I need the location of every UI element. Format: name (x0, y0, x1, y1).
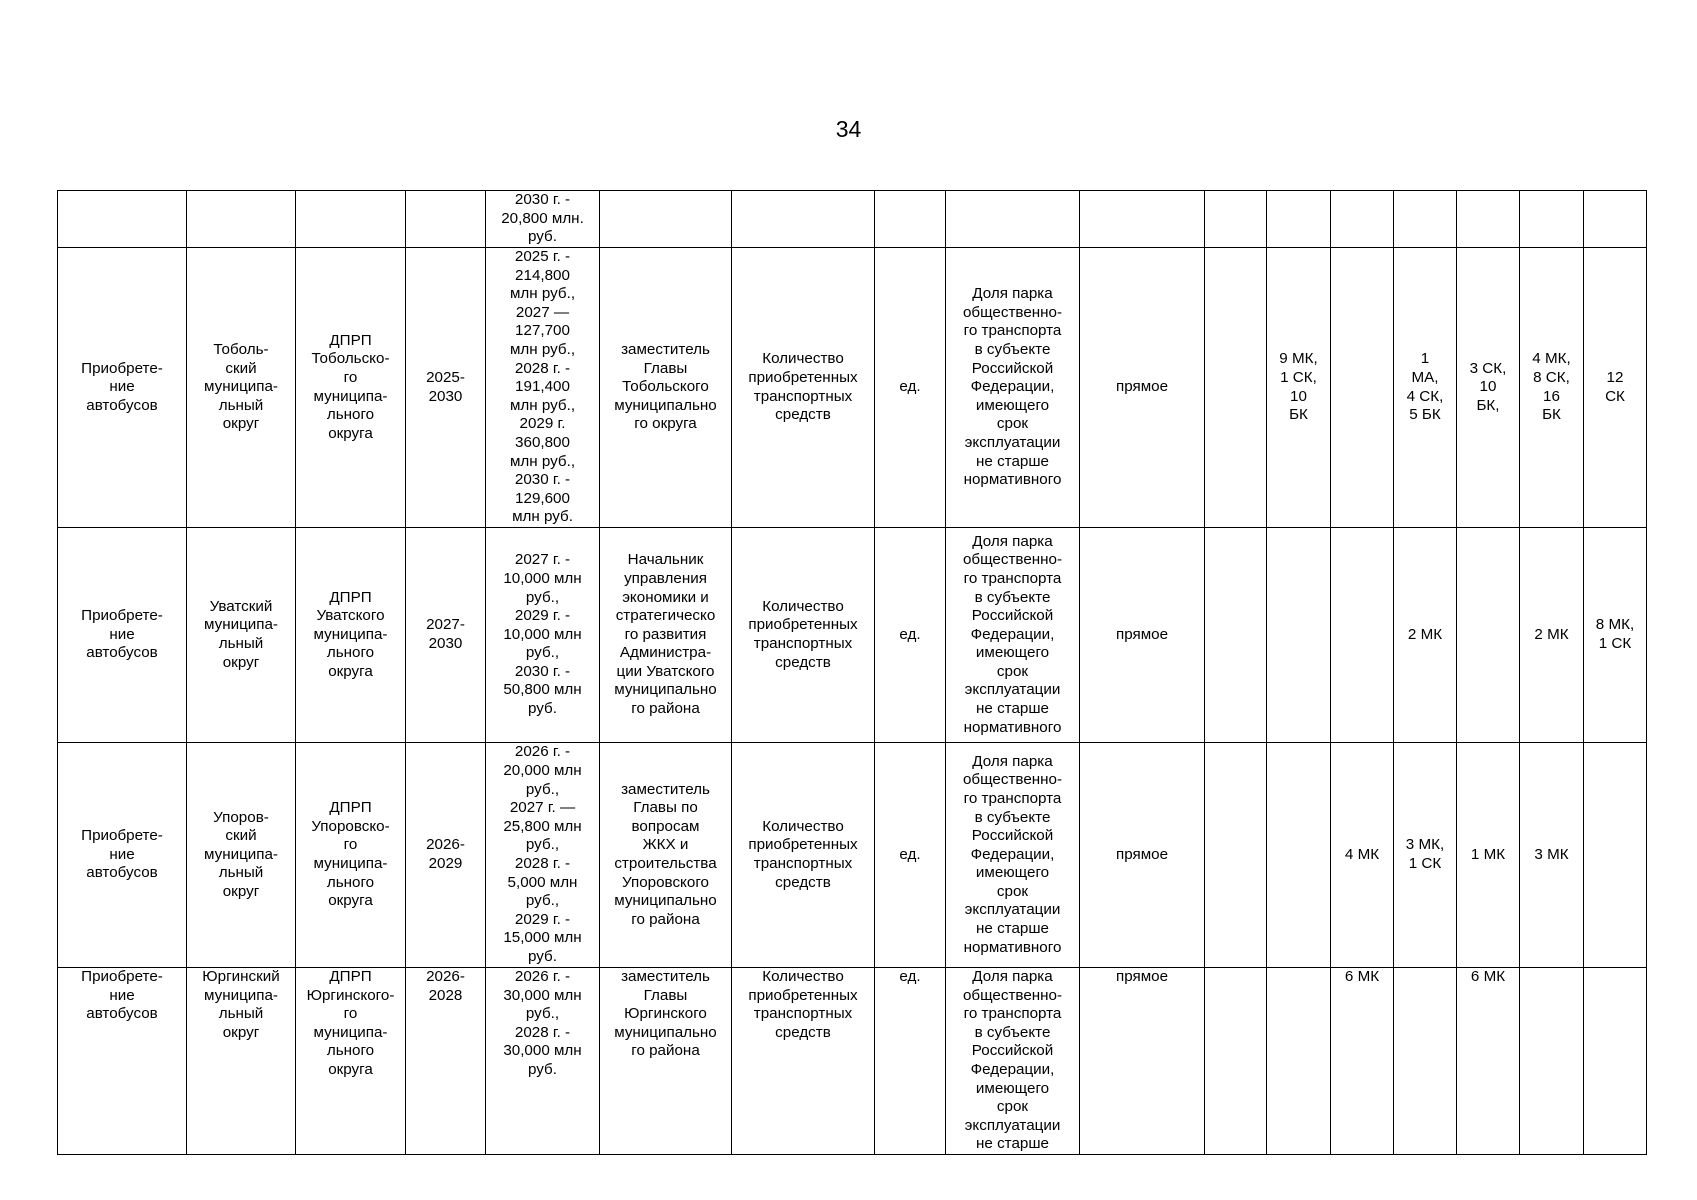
table-cell (1205, 191, 1267, 248)
table-cell: 9 МК, 1 СК, 10 БК (1267, 248, 1331, 528)
table-cell (1205, 528, 1267, 743)
table-cell: ДПРП Тобольско- го муниципа- льного округа (296, 248, 406, 528)
table-cell (1205, 968, 1267, 1155)
table-cell: Уватский муниципа- льный округ (187, 528, 296, 743)
table-cell: 2025 г. - 214,800 млн руб., 2027 — 127,700 млн руб., 2028 г. - 191,400 млн руб., 2029 г. 360,800 млн руб., 2030 г. - 129,600 млн руб. (486, 248, 600, 528)
table-cell: Тоболь- ский муниципа- льный округ (187, 248, 296, 528)
table-cell (1394, 191, 1457, 248)
table-cell: прямое (1080, 968, 1205, 1155)
table-cell (1267, 743, 1331, 968)
table-cell (1457, 528, 1520, 743)
table-cell: ед. (875, 248, 946, 528)
table-cell: 2026 г. - 20,000 млн руб., 2027 г. — 25,800 млн руб., 2028 г. - 5,000 млн руб., 2029 г. - 15,000 млн руб. (486, 743, 600, 968)
table-cell: ед. (875, 743, 946, 968)
table-row (58, 248, 1647, 528)
table-cell: 3 МК, 1 СК (1394, 743, 1457, 968)
table-cell (1584, 968, 1647, 1155)
table-cell: 2027 г. - 10,000 млн руб., 2029 г. - 10,000 млн руб., 2030 г. - 50,800 млн руб. (486, 528, 600, 743)
table-cell: Количество приобретенных транспортных средств (732, 528, 875, 743)
table-cell (1457, 191, 1520, 248)
table-cell: 2027- 2030 (406, 528, 486, 743)
table-cell (1267, 968, 1331, 1155)
table-cell (946, 191, 1080, 248)
table-cell: 2026- 2029 (406, 743, 486, 968)
table-cell: прямое (1080, 743, 1205, 968)
table-cell: 6 МК (1331, 968, 1394, 1155)
table-cell: заместитель Главы Тобольского муниципально го округа (600, 248, 732, 528)
table-cell: заместитель Главы Юргинского муниципально го района (600, 968, 732, 1155)
table-cell: 4 МК (1331, 743, 1394, 968)
table-cell: Начальник управления экономики и стратегическо го развития Администра- ции Уватского муниципально го района (600, 528, 732, 743)
table-row (58, 743, 1647, 968)
table-cell: ед. (875, 528, 946, 743)
table-cell: 8 МК, 1 СК (1584, 528, 1647, 743)
table-row (58, 528, 1647, 743)
table-cell (1584, 743, 1647, 968)
table-cell: 2026- 2028 (406, 968, 486, 1155)
table-cell (1520, 191, 1584, 248)
table-cell: прямое (1080, 248, 1205, 528)
table-cell: Доля парка общественно- го транспорта в субъекте Российской Федерации, имеющего срок эксплуатации не старше нормативного (946, 743, 1080, 968)
table-cell (1205, 248, 1267, 528)
table-cell: 2 МК (1520, 528, 1584, 743)
table-cell (1331, 528, 1394, 743)
table-cell: ДПРП Уватского муниципа- льного округа (296, 528, 406, 743)
table-cell: Приобрете- ние автобусов (58, 528, 187, 743)
table-cell: ДПРП Упоровско- го муниципа- льного округа (296, 743, 406, 968)
page-number: 34 (835, 116, 862, 142)
table-cell: Доля парка общественно- го транспорта в субъекте Российской Федерации, имеющего срок эксплуатации не старше нормативного (946, 528, 1080, 743)
table-cell: Доля парка общественно- го транспорта в субъекте Российской Федерации, имеющего срок эксплуатации не старше нормативного (946, 248, 1080, 528)
table-cell (732, 191, 875, 248)
table-cell: 2026 г. - 30,000 млн руб., 2028 г. - 30,000 млн руб. (486, 968, 600, 1155)
table-cell: прямое (1080, 528, 1205, 743)
table-cell: 6 МК (1457, 968, 1520, 1155)
table-cell (406, 191, 486, 248)
table-cell (1520, 968, 1584, 1155)
table-cell: 2 МК (1394, 528, 1457, 743)
table-cell: ед. (875, 968, 946, 1155)
table-cell (58, 191, 187, 248)
table-cell: 1 МК (1457, 743, 1520, 968)
table-cell (187, 191, 296, 248)
table-cell: Количество приобретенных транспортных средств (732, 968, 875, 1155)
table-cell: 2025- 2030 (406, 248, 486, 528)
table-cell (1267, 528, 1331, 743)
table-cell (1394, 968, 1457, 1155)
table-cell (1080, 191, 1205, 248)
table-cell: 4 МК, 8 СК, 16 БК (1520, 248, 1584, 528)
table-cell (1331, 191, 1394, 248)
table-cell (1331, 248, 1394, 528)
table-cell: 3 СК, 10 БК, (1457, 248, 1520, 528)
table-cell: Приобрете- ние автобусов (58, 248, 187, 528)
table-cell (296, 191, 406, 248)
table-cell: 2030 г. - 20,800 млн. руб. (486, 191, 600, 248)
table-cell: 3 МК (1520, 743, 1584, 968)
table-cell: Количество приобретенных транспортных средств (732, 743, 875, 968)
table-cell: Количество приобретенных транспортных средств (732, 248, 875, 528)
table-cell (1584, 191, 1647, 248)
table-cell: заместитель Главы по вопросам ЖКХ и строительства Упоровского муниципально го района (600, 743, 732, 968)
table-cell (1205, 743, 1267, 968)
table-cell (875, 191, 946, 248)
table-row (58, 191, 1647, 248)
table-cell: Юргинский муниципа- льный округ (187, 968, 296, 1155)
table-row (58, 968, 1647, 1155)
table-cell: Приобрете- ние автобусов (58, 743, 187, 968)
table-cell: Приобрете- ние автобусов (58, 968, 187, 1155)
table-cell: 1 МА, 4 СК, 5 БК (1394, 248, 1457, 528)
table-cell: 12 СК (1584, 248, 1647, 528)
table-cell (1267, 191, 1331, 248)
table-cell: ДПРП Юргинского- го муниципа- льного округа (296, 968, 406, 1155)
table-cell (600, 191, 732, 248)
table-cell: Упоров- ский муниципа- льный округ (187, 743, 296, 968)
program-table (57, 190, 1647, 1155)
table-cell: Доля парка общественно- го транспорта в субъекте Российской Федерации, имеющего срок эксплуатации не старше (946, 968, 1080, 1155)
